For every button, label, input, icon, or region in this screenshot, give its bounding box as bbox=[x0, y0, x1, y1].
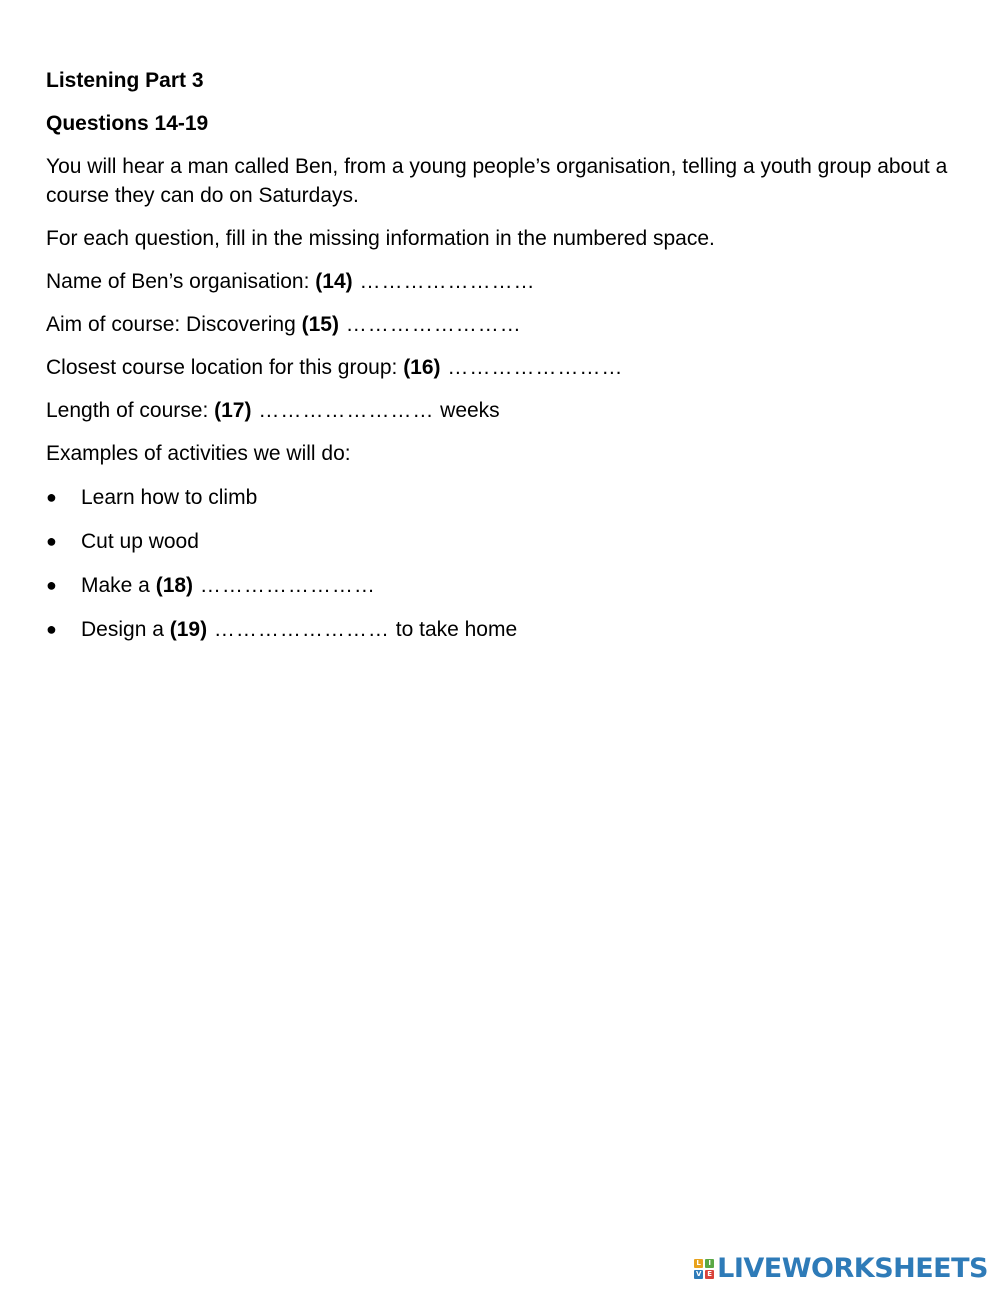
answer-blank-18[interactable]: …………………… bbox=[193, 574, 376, 597]
activity-text: Design a bbox=[81, 618, 170, 641]
bullet-icon: ● bbox=[46, 575, 57, 595]
field-label: Aim of course: Discovering bbox=[46, 313, 302, 336]
logo-cell: L bbox=[694, 1259, 703, 1268]
question-number: (18) bbox=[155, 574, 194, 597]
logo-cell: I bbox=[705, 1259, 714, 1268]
logo-cell: E bbox=[705, 1270, 714, 1279]
bullet-icon: ● bbox=[46, 487, 57, 507]
activity-suffix: to take home bbox=[389, 618, 518, 641]
list-item bbox=[46, 483, 956, 512]
logo-icon bbox=[694, 1259, 714, 1279]
instruction-text: For each question, fill in the missing information in the numbered space. bbox=[46, 227, 715, 250]
bullet-icon: ● bbox=[46, 619, 57, 639]
field-location bbox=[46, 353, 956, 382]
answer-blank-16[interactable]: …………………… bbox=[440, 356, 624, 379]
activities-heading: Examples of activities we will do: bbox=[46, 442, 351, 465]
bullet-icon: ● bbox=[46, 531, 57, 551]
activities-list bbox=[46, 483, 956, 644]
question-number: (19) bbox=[169, 618, 208, 641]
answer-blank-17[interactable]: …………………… bbox=[251, 399, 435, 422]
questions-range: Questions 14-19 bbox=[46, 112, 209, 135]
field-label: Name of Ben’s organisation: bbox=[46, 270, 316, 293]
activity-text: Cut up wood bbox=[81, 530, 199, 553]
worksheet-title: Listening Part 3 bbox=[46, 69, 204, 92]
answer-blank-19[interactable]: …………………… bbox=[207, 618, 390, 641]
activity-text: Make a bbox=[81, 574, 156, 597]
activity-text: Learn how to climb bbox=[81, 486, 258, 509]
question-number: (15) bbox=[301, 313, 339, 336]
question-number: (17) bbox=[214, 399, 252, 422]
question-number: (14) bbox=[315, 270, 353, 293]
field-label: Length of course: bbox=[46, 399, 215, 422]
field-suffix: weeks bbox=[434, 399, 500, 422]
question-number: (16) bbox=[403, 356, 441, 379]
field-label: Closest course location for this group: bbox=[46, 356, 404, 379]
list-item bbox=[46, 615, 956, 644]
field-aim bbox=[46, 310, 956, 339]
list-item bbox=[46, 527, 956, 556]
intro-text: You will hear a man called Ben, from a young people’s organisation, telling a youth group about a course they can do on Saturdays. bbox=[46, 155, 948, 207]
answer-blank-14[interactable]: …………………… bbox=[352, 270, 536, 293]
worksheet-page bbox=[46, 66, 956, 659]
liveworksheets-logo[interactable] bbox=[694, 1253, 988, 1284]
logo-text: LIVEWORKSHEETS bbox=[717, 1253, 988, 1284]
answer-blank-15[interactable]: …………………… bbox=[338, 313, 522, 336]
list-item bbox=[46, 571, 956, 600]
field-length bbox=[46, 396, 956, 425]
field-organisation bbox=[46, 267, 956, 296]
logo-cell: V bbox=[695, 1269, 702, 1278]
